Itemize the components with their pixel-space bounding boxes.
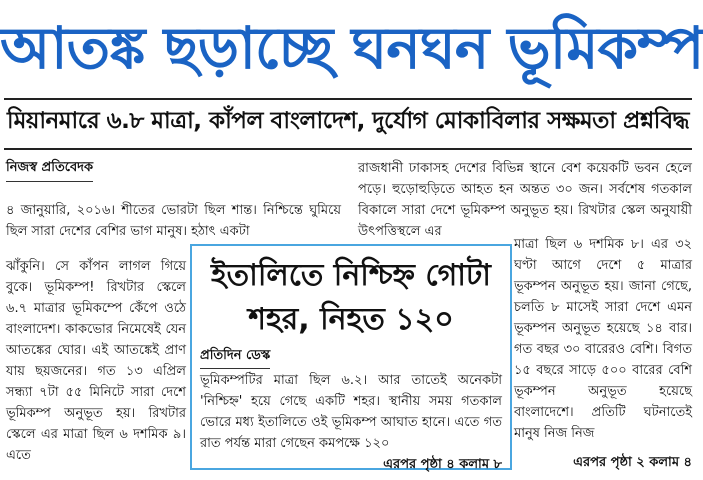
box-byline: প্রতিদিন ডেস্ক xyxy=(200,346,270,369)
box-headline: ইতালিতে নিশ্চিহ্ন গোটা শহর, নিহত ১২০ xyxy=(211,258,491,337)
byline: নিজস্ব প্রতিবেদক xyxy=(6,158,93,182)
subhead-rule xyxy=(4,148,692,150)
subheadline: মিয়ানমারে ৬.৮ মাত্রা, কাঁপল বাংলাদেশ, দুর্যোগ মোকাবিলার সক্ষমতা প্রশ্নবিদ্ধ xyxy=(6,108,690,134)
box-body xyxy=(200,370,502,472)
article-right-column-text: মাত্রা ছিল ৬ দশমিক ৮। এর ৩২ ঘণ্টা আগে দেশে ৫ মাত্রার ভূকম্পন অনুভূত হয়। জানা গেছে, চলতি ৮ মাসেই সারা দেশে এমন ভূকম্পন অনুভূত হয়েছে ১৪ বার। গত বছর ৩০ বারেরও বেশি। বিগত ১৫ বছরে সাড়ে ৫০০ বারের বেশি ভূকম্পন অনুভূত হয়েছে বাংলাদেশে। প্রতিটি ঘটনাতেই মানুষ নিজ নিজ xyxy=(514,237,692,441)
article-continuation: এরপর পৃষ্ঠা ২ কলাম ৪ xyxy=(573,455,692,470)
italy-news-box xyxy=(190,244,512,470)
article-left-column-text: ঝাঁকুনি। সে কাঁপন লাগল গিয়ে বুকে। ভূমিকম্প! রিখটার স্কেলে ৬.৭ মাত্রার ভূমিকম্পে কেঁপে ওঠে বাংলাদেশ। কাকভোর নিমেষেই যেন আতঙ্কের ঘোর। এই আতঙ্কেই প্রাণ যায় ছয়জনের। গত ১৩ এপ্রিল সন্ধ্যা ৭টা ৫৫ মিনিটে সারা দেশে ভূমিকম্প অনুভূত হয়। রিখটার স্কেলে এর মাত্রা ছিল ৬ দশমিক ৯। এতে xyxy=(6,259,186,463)
box-body-text: ভূমিকম্পটির মাত্রা ছিল ৬.২। আর তাতেই অনেকটা 'নিশ্চিহ্ন' হয়ে গেছে একটি শহর। স্থানীয় সময় গতকাল ভোরে মধ্য ইতালিতে ওই ভূমিকম্প আঘাত হানে। এতে গত রাত পর্যন্ত মারা গেছেন কমপক্ষে ১২০ xyxy=(200,373,502,451)
article-left-top-text: ৪ জানুয়ারি, ২০১৬। শীতের ভোরটা ছিল শান্ত। নিশ্চিন্তে ঘুমিয়ে ছিল সারা দেশের বেশির ভাগ মানুষ। হঠাৎ একটা xyxy=(6,203,341,239)
article-right-top-text: রাজধানী ঢাকাসহ দেশের বিভিন্ন স্থানে বেশ কয়েকটি ভবন হেলে পড়ে। হুড়োহুড়িতে আহত হন অন্তত ৩০ জন। সর্বশেষ গতকাল বিকালে সারা দেশে ভূমিকম্প অনুভূত হয়। রিখটার স্কেল অনুযায়ী উৎপত্তিস্থলে এর xyxy=(358,161,692,239)
headline: আতঙ্ক ছড়াচ্ছে ঘনঘন ভূমিকম্প xyxy=(0,14,703,82)
box-continuation: এরপর পৃষ্ঠা ৪ কলাম ৮ xyxy=(383,457,502,472)
